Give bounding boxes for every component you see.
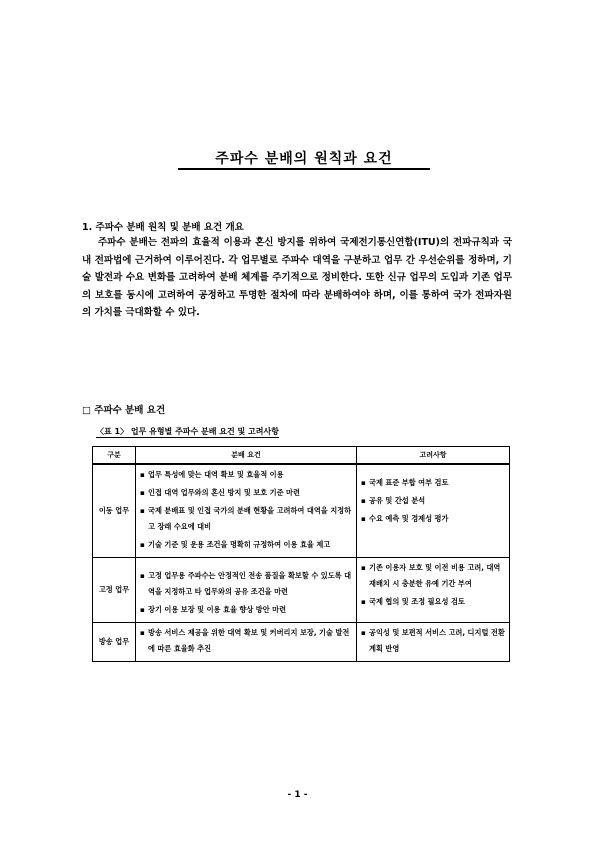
list-item: ▪ 인접 대역 업무와의 혼신 방지 및 보호 기준 마련 [140, 485, 352, 501]
requirements-cell [136, 558, 357, 623]
list-item: ▪ 공유 및 간섭 분석 [361, 493, 505, 509]
list-item: ▪ 기술 기준 및 운용 조건을 명확히 규정하여 이용 효율 제고 [140, 537, 352, 553]
page-number: - 1 - [287, 790, 308, 800]
body-paragraph: 주파수 분배는 전파의 효율적 이용과 혼신 방지를 위하여 국제전기통신연합(ITU)의 전파규칙과 국내 전파법에 근거하여 이루어진다. 각 업무별로 주파수 대역을 구분하고 업무 간 우선순위를 정하며, 기술 발전과 수요 변화를 고려하여 분배 체계를 주기적으로 정비한다. 또한 신규 업무의 도입과 기존 업무의 보호를 동시에 고려하여 공정하고 투명한 절차에 따라 분배하여야 하며, 이를 통하여 국가 전파자원의 가치를 극대화할 수 있다. [82, 237, 512, 318]
row-type: 이동 업무 [93, 464, 136, 558]
considerations-cell [357, 623, 510, 662]
table-header-row [93, 447, 510, 465]
list-item: ▪ 공익성 및 보편적 서비스 고려, 디지털 전환 계획 반영 [361, 625, 505, 657]
table-row [93, 623, 510, 662]
list-item: ▪ 장기 이용 보장 및 이용 효율 향상 방안 마련 [140, 602, 352, 618]
title-underline [178, 168, 430, 170]
list-item: ▪ 업무 특성에 맞는 대역 확보 및 효율적 이용 [140, 467, 352, 483]
list-item: ▪ 국제 표준 부합 여부 검토 [361, 475, 505, 491]
list-item: ▪ 고정 업무용 주파수는 안정적인 전송 품질을 확보할 수 있도록 대역을 지정하고 타 업무와의 공유 조건을 마련 [140, 568, 352, 600]
list-item: ▪ 기존 이용자 보호 및 이전 비용 고려, 대역 재배치 시 충분한 유예 기간 부여 [361, 560, 505, 592]
requirements-cell [136, 464, 357, 558]
table-row [93, 464, 510, 558]
figure-heading: □ 주파수 분배 요건 [82, 405, 166, 416]
requirements-table [92, 446, 510, 662]
considerations-cell [357, 464, 510, 558]
header-type: 구분 [93, 447, 136, 465]
header-considerations: 고려사항 [357, 447, 510, 465]
figure-subtitle: 〈표 1〉 업무 유형별 주파수 분배 요건 및 고려사항 [96, 427, 279, 436]
row-type: 방송 업무 [93, 623, 136, 662]
header-requirements: 분배 요건 [136, 447, 357, 465]
list-item: ▪ 국제 분배표 및 인접 국가의 분배 현황을 고려하여 대역을 지정하고 장래 수요에 대비 [140, 503, 352, 535]
table-row [93, 558, 510, 623]
list-item: ▪ 수요 예측 및 경제성 평가 [361, 511, 505, 527]
list-item: ▪ 방송 서비스 제공을 위한 대역 확보 및 커버리지 보장, 기술 발전에 따른 효율화 추진 [140, 625, 352, 657]
document-title: 주파수 분배의 원칙과 요건 [215, 151, 393, 167]
requirements-cell [136, 623, 357, 662]
row-type: 고정 업무 [93, 558, 136, 623]
section-heading: 1. 주파수 분배 원칙 및 분배 요건 개요 [82, 222, 244, 233]
list-item: ▪ 국제 협의 및 조정 필요성 검토 [361, 594, 505, 610]
considerations-cell [357, 558, 510, 623]
